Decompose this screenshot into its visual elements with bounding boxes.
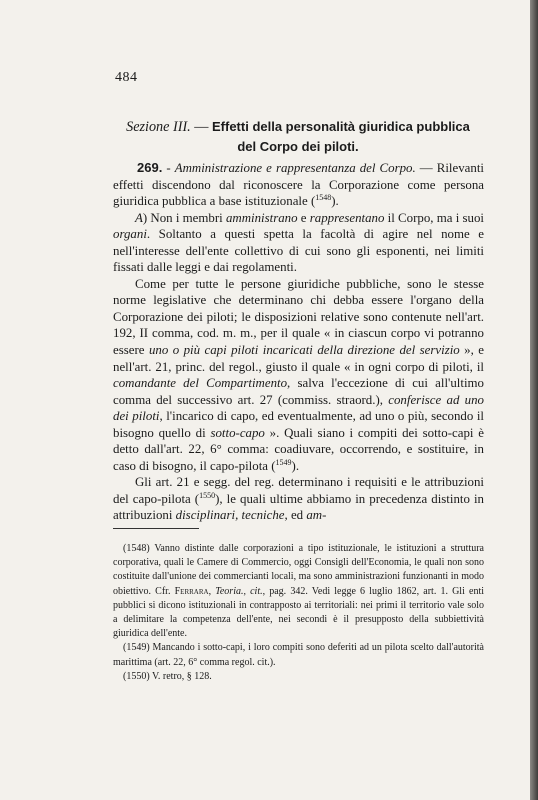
italic-run: rappresentano <box>309 210 385 225</box>
footnote-ref-1548[interactable]: 1548 <box>315 193 332 203</box>
italic-run: disciplinari, tecniche, <box>175 508 288 523</box>
text-run: e <box>297 210 310 225</box>
text-run: ed <box>287 508 307 523</box>
text-run: , salva l'eccezione di cui all'ultimo comma del successivo art. 27 (commiss. straord.), <box>113 376 485 407</box>
text-run: , l'incarico di capo, ed eventualmente, ad uno o più, secondo il bisogno quello di <box>113 409 485 440</box>
heading-dash: — <box>190 119 212 135</box>
heading-title-line1: Effetti della personalità giuridica pubblica <box>212 119 470 134</box>
italic-run: uno o più capi piloti incaricati della direzione del servizio <box>148 343 460 358</box>
text-run: (1548) Vanno distinte dalle corporazioni a tipo istituzionale, le istituzioni a struttura corporativa, quali le Camere di Commercio, oggi Consigli dell'Economia, le quali non sono costituite dall'unione dei commercianti locali, ma sono amministrazioni funzionanti in modo obiettivo. Cfr. <box>113 543 484 597</box>
text-run: Gli art. 21 e segg. del reg. determinano i requisiti e le attribuzioni del capo-pilota ( <box>113 475 484 506</box>
heading-title-line2: del Corpo dei piloti. <box>237 139 359 154</box>
italic-run: comandante del Compartimento <box>113 376 288 391</box>
text-run: — Rilevanti effetti discendono dal riconoscere la Corporazione come persona giuridica pubblica a base istituzionale ( <box>113 161 485 209</box>
text-run: , <box>208 585 216 597</box>
italic-run: sotto-capo <box>210 425 265 440</box>
paragraph-organo <box>113 276 484 475</box>
italic-run: Amministrazione e rappresentanza del Corpo. <box>174 161 416 175</box>
footnote-ref-1550[interactable]: 1550 <box>199 490 216 500</box>
text-run: Come per tutte le persone giuridiche pubbliche, sono le stesse norme legislative che determinano chi debba essere l'organo della Corporazione dei piloti; le disposizioni relative sono contenute nell'art. 192, II comma, cod. m. m., per il quale « in ciascun corpo vi potranno essere <box>113 276 484 358</box>
text-run: , pag. 342. Vedi legge 6 luglio 1862, art. 1. Gli enti pubblici si dicono istituzionali in contrapposto ai territoriali: nei primi il territorio vale solo a delimitare la competenza dell'ente, nei secondi è il presupposto della subbiettività giuridica dell'ente. <box>113 585 484 640</box>
page-edge-shadow <box>530 0 538 800</box>
footnotes <box>113 542 484 684</box>
section-label: Sezione III. <box>126 119 191 135</box>
text-run: ), le quali ultime abbiamo in precedenza distinto in attribuzioni <box>113 491 484 523</box>
text-run: ) Non i membri <box>142 210 226 225</box>
footnote-separator <box>113 528 199 529</box>
paragraph-attribuzioni <box>113 474 484 524</box>
italic-run: amministrano <box>225 210 298 225</box>
paragraph-a <box>113 210 484 276</box>
italic-run: organi <box>113 227 147 242</box>
footnote-1548 <box>113 542 484 641</box>
page-number: 484 <box>115 70 138 85</box>
paragraph-number: 269. <box>137 160 163 175</box>
text-run: il Corpo, ma i suoi <box>384 210 484 225</box>
paragraph-269 <box>113 160 484 210</box>
italic-run: am- <box>306 508 327 523</box>
text-run: - <box>162 161 175 175</box>
italic-run: A <box>135 210 143 225</box>
footnote-1549: (1549) Mancando i sotto-capi, i loro compiti sono deferiti ad un pilota scelto dall'autorità marittima (art. 22, 6° comma regol. cit.). <box>113 642 484 668</box>
footnote-1550: (1550) V. retro, § 128. <box>123 670 212 682</box>
text-run: . Soltanto a questi spetta la facoltà di agire nel nome e nell'interesse dell'ente collettivo di cui sono gli esponenti, nei limiti fissati dalle leggi e dai regolamenti. <box>113 227 484 275</box>
footnote-ref-1549[interactable]: 1549 <box>275 457 292 467</box>
italic-run: Teoria., cit. <box>215 585 263 597</box>
text-run: ». Quali siano i compiti dei sotto-capi è detto dall'art. 22, 6° comma: coadiuvare, occorrendo, e sostituire, in caso di bisogno, il capo-pilota ( <box>113 425 484 473</box>
section-heading <box>112 117 484 157</box>
text-run: ). <box>331 194 339 209</box>
text-run: », e nell'art. 21, princ. del regol., giusto il quale « in ogni corpo di piloti, il <box>113 343 484 374</box>
italic-run: conferisce ad uno dei piloti <box>113 392 484 424</box>
body-text <box>113 160 484 524</box>
text-run: ). <box>291 458 300 473</box>
author-name: Ferrara <box>174 585 209 597</box>
